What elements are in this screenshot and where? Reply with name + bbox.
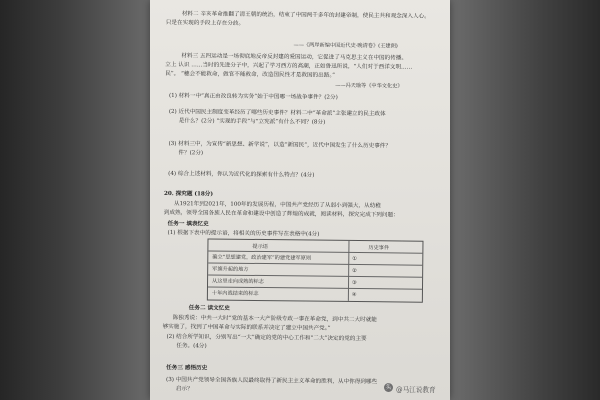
- question-2-line-2: 是什么？(2分) “实现的手段”与“立宪派”有什么不同？(8分): [178, 118, 326, 126]
- material-three-line-2: 立上 认识 ……当时的先进分子中，兴起了学习西方的高潮，正如鲁迅所说，“人们对于西洋文明……: [165, 61, 413, 71]
- table-row-hint: 十年内战结束的标志: [211, 290, 259, 297]
- material-three-line-3: 民”。 “穗会不能救命，做官不能救命，改造国民性才是救国的出路。”: [165, 70, 336, 79]
- question-1: (1) 材料一中“真正由改良转为实务”始于中国哪一场战争事件？(2分): [168, 93, 338, 101]
- watermark-text: @马江说教育: [396, 386, 436, 394]
- right-shadow: [450, 0, 600, 400]
- task-three-heading: 任务三 感悟历史: [166, 365, 208, 372]
- task-one-question: (1) 根据下表中的提示语，将相关的历史事件写在表格中(4分): [167, 230, 320, 238]
- table-row-hint: 军旗升起的地方: [212, 266, 249, 273]
- table-row-mark: ②: [352, 267, 357, 275]
- section-20-heading: 20. 探究题 (18分): [163, 190, 214, 198]
- task-two-quote-1: 陈独秀说：中共一大时“党的基本一大产阶级专政一事在革命党，到中共二大时就能: [172, 315, 377, 324]
- table-row-hint: 确立“思想建党，政治建军”的建党建军原则: [212, 254, 312, 262]
- exam-paper: [150, 0, 450, 400]
- task-two-heading: 任务二 读文忆史: [188, 305, 230, 312]
- question-2-line-1: (2) 近代中国民主制度变革经历了哪些历史事件？材料二中“革命派”主张建立的民主政体: [168, 109, 386, 118]
- section-20-intro-2: 到成熟，领导全国各族人民在革命和建设中创造了辉煌的成就，阅读材料，探究完成下列问题：: [163, 209, 399, 219]
- question-3-line-2: 件？(2分): [178, 150, 204, 157]
- table-header-event: 历史事件: [368, 245, 390, 252]
- attribution-1: ——《两岸新编中国近代史·晚清卷》(王建朗): [293, 42, 398, 50]
- task-two-question-1: (2) 结合所学知识，分别写出“一大”确定的党的中心工作和“二大”决定的党的主要: [166, 334, 367, 343]
- task-three-question-1: (3) 中国共产党领导全国各族人民最终取得了新民主主义革命的胜利，从中你得到哪些: [165, 377, 378, 386]
- task-two-quote-2: 够实施了，找到了中国革命与实际的联系并决定了建立中国共产党。”: [162, 323, 331, 332]
- table-column-divider: [348, 241, 350, 301]
- material-three-line-1: 材料三 五四运动是一场彻底地反帝反封建的爱国运动，它促进了马克思主义在中国的传播。: [181, 53, 407, 62]
- material-two-line-1: 材料二 辛亥革命推翻了清王朝的统治，结束了中国两千多年的封建帝制，使民主共和观念深入人心。: [181, 11, 430, 20]
- attribution-2: ——冯天瑜等《中华文化史》: [335, 82, 403, 90]
- table-row-hint: 从这里走向成熟的标志: [212, 278, 264, 286]
- section-20-intro-1: 从1921年到2021年，100年的发展历程，中国共产党经历了从弱小到强大，从幼稚: [173, 201, 381, 210]
- material-two-line-2: 只是在实现的手段上存在分歧。: [165, 19, 245, 27]
- table-header-hint: 提示语: [252, 243, 269, 251]
- question-4: (4) 综合上述材料，你认为近代化的探索有什么特点？(4分): [168, 171, 315, 179]
- task-one-heading: 任务一 填表忆史: [167, 221, 209, 228]
- exam-text: [162, 0, 446, 400]
- task-two-question-2: 任务。(4分): [176, 343, 207, 350]
- left-shadow: [0, 0, 150, 400]
- task-three-question-2: 启示？: [175, 386, 193, 393]
- table-row-mark: ①: [352, 255, 357, 263]
- watermark-icon: 头: [385, 384, 392, 391]
- table-row-mark: ④: [351, 291, 357, 299]
- table-row-mark: ③: [352, 279, 357, 287]
- question-3-line-1: (3) 材料三中，为宣传“新思想、新学说”，以造“新国民”，近代中国发生了什么历史事件？: [168, 141, 392, 150]
- events-table: [207, 238, 424, 302]
